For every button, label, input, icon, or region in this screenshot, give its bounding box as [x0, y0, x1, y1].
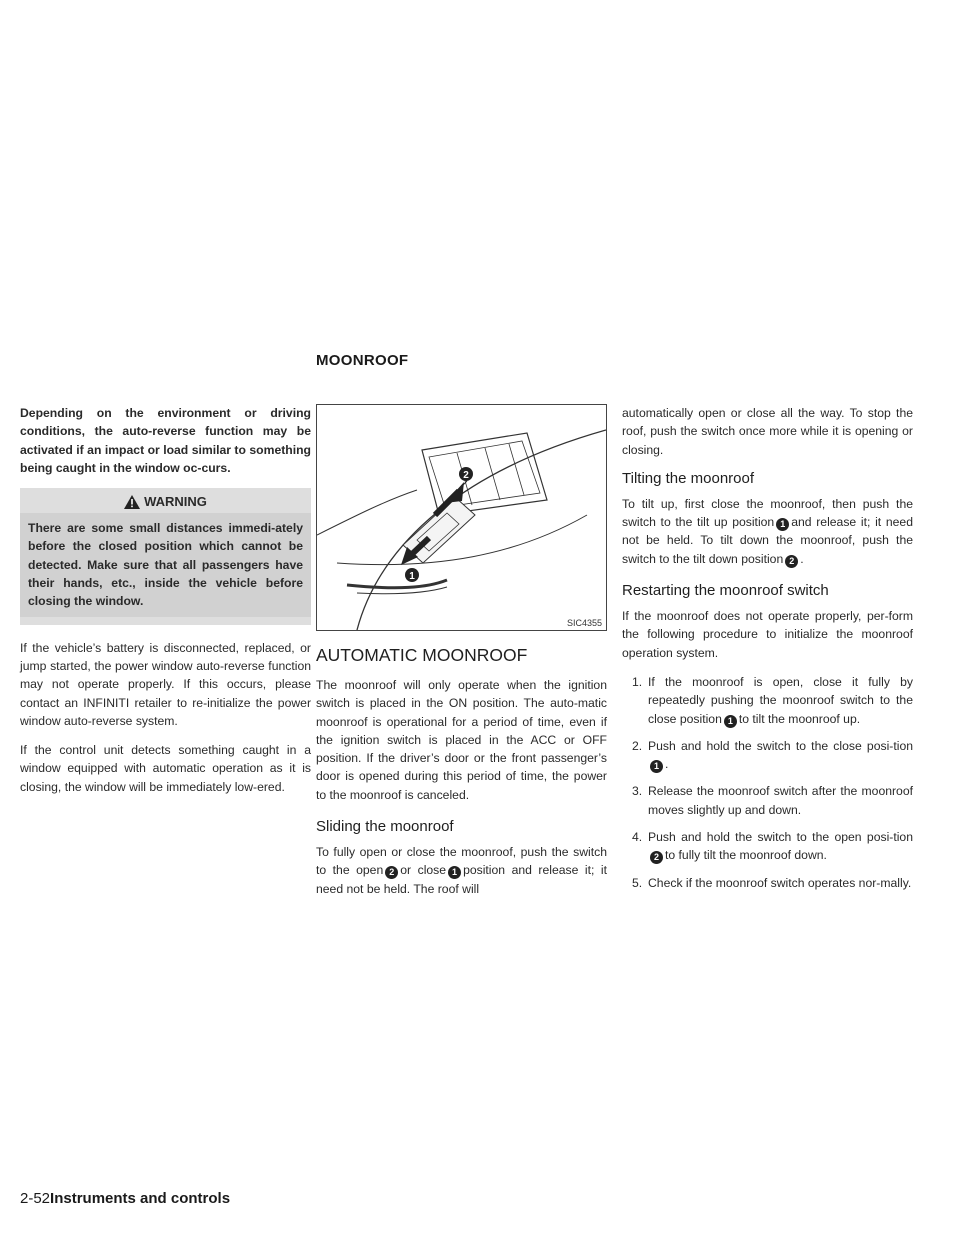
callout-one: 1 [409, 571, 415, 582]
restart-step: 4. Push and hold the switch to the open posi-tion2 to fully tilt the moonroof down. [632, 830, 913, 863]
heading-restarting: Restarting the moonroof switch [622, 582, 829, 600]
paragraph-restarting: If the moonroof does not operate properly, per-form the following procedure to initialize the moonroof operation system. [622, 609, 913, 660]
paragraph-control-unit: If the control unit detects something caught in a window equipped with automatic operation as it is closing, the window will be immediately low-ered. [20, 743, 311, 794]
restart-step: 2. Push and hold the switch to the close posi-tion1 . [632, 738, 913, 772]
column-right [622, 404, 913, 901]
moonroof-switch-figure [316, 404, 607, 631]
step-number: 5. [632, 875, 643, 890]
heading-automatic-moonroof: AUTOMATIC MOONROOF [316, 645, 528, 665]
heading-tilting: Tilting the moonroof [622, 469, 755, 487]
section-title: MOONROOF [316, 352, 409, 369]
warning-label: WARNING [144, 494, 207, 510]
restart-step: 3. Release the moonroof switch after the moonroof moves slightly up and down. [632, 784, 913, 817]
warning-text: There are some small distances immedi-ately before the closed position which cannot be detected. Make sure that all passengers have their hands, etc., inside the vehicle before closing the window. [20, 513, 311, 616]
bold-paragraph: Depending on the environment or driving conditions, the auto-reverse function may be activated if an impact or load similar to something being caught in the window oc-curs. [20, 406, 311, 475]
step-number: 1. [632, 674, 643, 689]
warning-header [20, 488, 311, 513]
marker-1: 1 [448, 866, 461, 879]
marker-2: 2 [385, 866, 398, 879]
restart-steps-list [622, 673, 913, 892]
marker-1: 1 [776, 518, 789, 531]
figure-code: SIC4355 [566, 618, 602, 628]
step-number: 4. [632, 830, 643, 845]
paragraph-continued: automatically open or close all the way. To stop the roof, push the switch once more while it is opening or closing. [622, 406, 913, 457]
moonroof-switch-illustration [317, 405, 606, 630]
heading-sliding: Sliding the moonroof [316, 818, 454, 836]
page-footer [20, 1190, 230, 1207]
warning-box [20, 488, 311, 624]
paragraph-ignition: The moonroof will only operate when the ignition switch is placed in the ON position. The auto-matic moonroof is operational for a period of time, even if the ignition switch is placed in the ACC or OFF position. If the driver’s door or the front passenger’s door is opened during this period of time, the power to the moonroof is canceled. [316, 678, 607, 802]
paragraph-tilting: To tilt up, first close the moonroof, then push the switch to the tilt up position 1 and release it; it need not be held. To tilt down the moonroof, push the switch to the tilt down position 2 . [622, 496, 913, 566]
callout-two: 2 [463, 470, 469, 481]
marker-2: 2 [785, 555, 798, 568]
step-number: 3. [632, 784, 643, 799]
chapter-title: Instruments and controls [50, 1190, 231, 1207]
step-number: 2. [632, 738, 643, 753]
marker-1: 1 [650, 760, 663, 773]
marker-1: 1 [724, 715, 737, 728]
column-left [20, 404, 311, 807]
page-number: 2-52 [20, 1190, 51, 1207]
column-middle [316, 404, 607, 909]
paragraph-sliding: To fully open or close the moonroof, push the switch to the open 2 or close 1 position and release it; it need not be held. The roof will [316, 845, 607, 896]
restart-step: 5. Check if the moonroof switch operates nor-mally. [622, 874, 913, 892]
marker-2: 2 [650, 851, 663, 864]
paragraph-battery: If the vehicle’s battery is disconnected, replaced, or jump started, the power window auto-reverse function may not operate properly. If this occurs, please contact an INFINITI retailer to re-initialize the power window auto-reverse system. [20, 640, 311, 728]
warning-icon [124, 495, 140, 509]
restart-step: 1. If the moonroof is open, close it fully by repeatedly pushing the moonroof switch to the close position 1 to tilt the moonroof up. [632, 674, 913, 726]
